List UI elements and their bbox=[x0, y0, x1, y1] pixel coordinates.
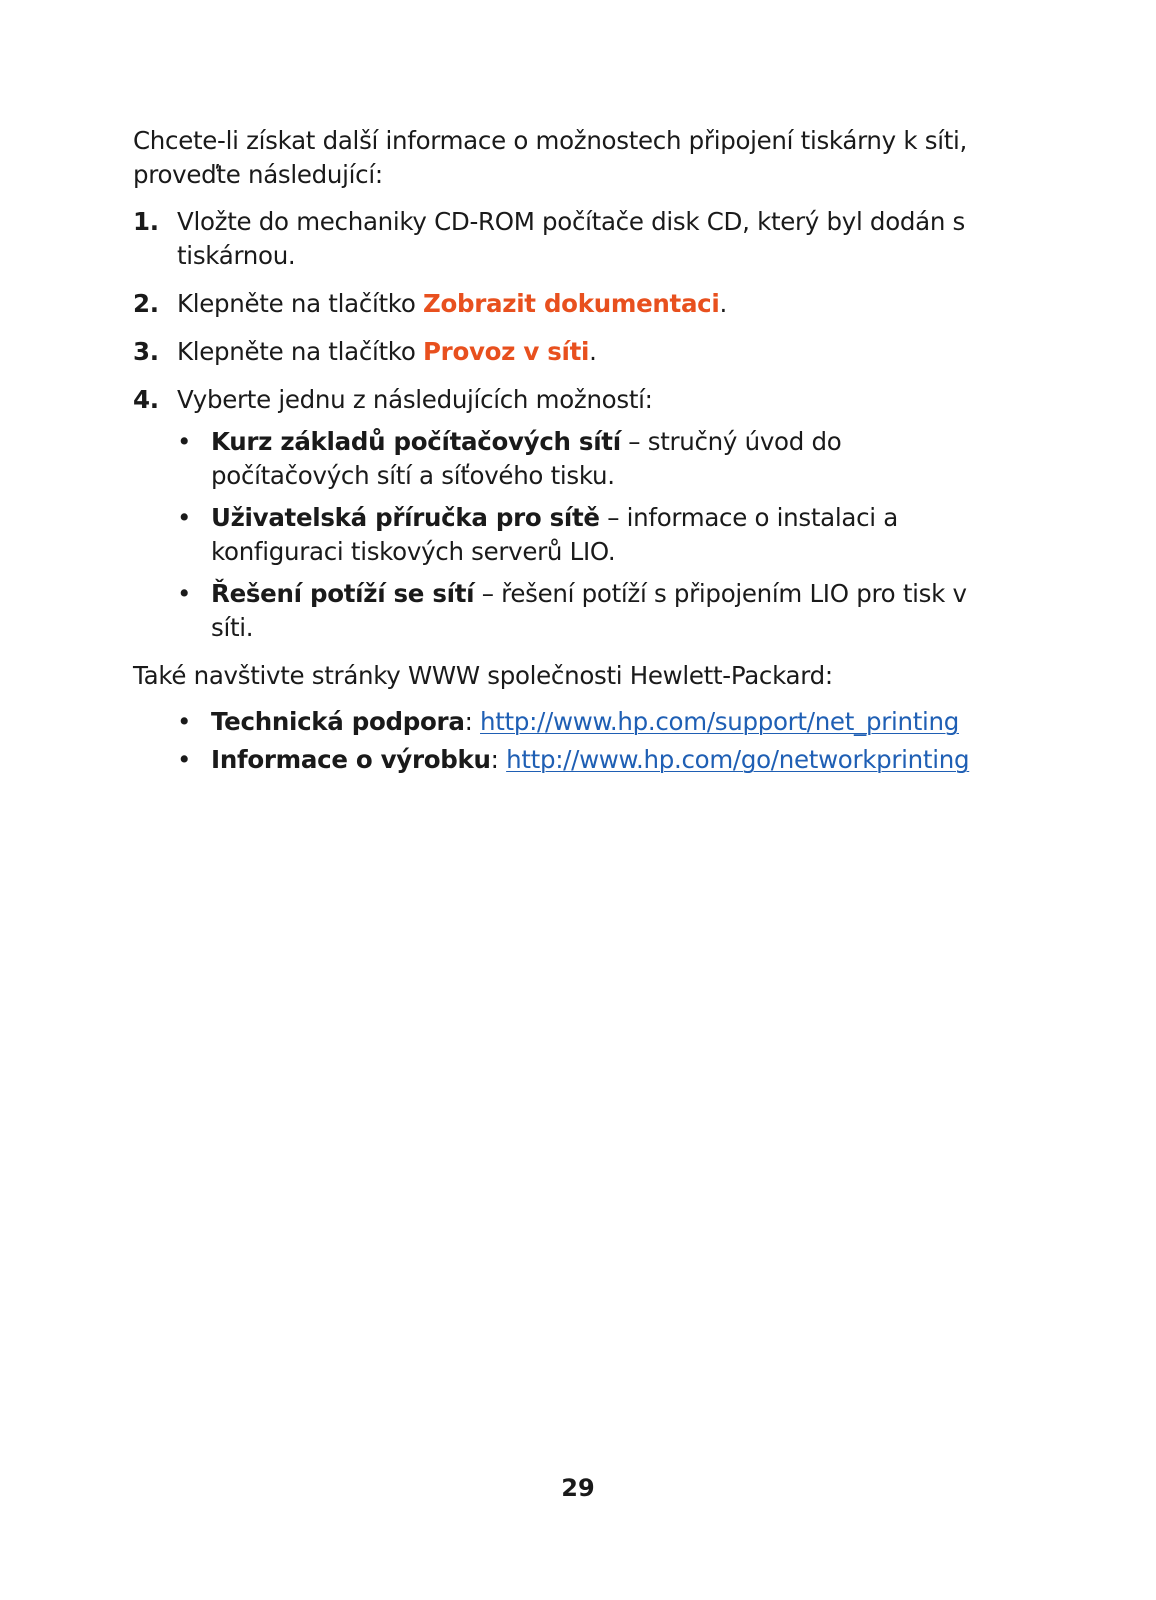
options-list bbox=[133, 425, 993, 645]
bullet-icon: • bbox=[177, 745, 192, 774]
step-number: 2. bbox=[133, 289, 159, 318]
link-item-support bbox=[133, 705, 993, 739]
option-description: – stručný úvod do počítačových sítí a síťového tisku. bbox=[211, 427, 842, 490]
step-text-end: . bbox=[719, 289, 728, 318]
bullet-icon: • bbox=[177, 579, 192, 608]
step-4 bbox=[133, 383, 993, 417]
step-text: Vyberte jednu z následujících možností: bbox=[177, 385, 653, 414]
product-url-link[interactable]: http://www.hp.com/go/networkprinting bbox=[506, 745, 970, 774]
step-3 bbox=[133, 335, 993, 369]
page-number: 29 bbox=[561, 1474, 595, 1502]
option-description: – informace o instalaci a konfiguraci tiskových serverů LIO. bbox=[211, 503, 898, 566]
link-title: Technická podpora bbox=[211, 707, 465, 736]
option-item bbox=[133, 501, 993, 569]
step-number: 1. bbox=[133, 207, 159, 236]
step-text-end: . bbox=[589, 337, 597, 366]
step-1 bbox=[133, 205, 993, 273]
step-text: Klepněte na tlačítko bbox=[177, 337, 423, 366]
button-name-highlight: Provoz v síti bbox=[423, 337, 590, 366]
support-url-link[interactable]: http://www.hp.com/support/net_printing bbox=[480, 707, 959, 736]
step-number: 3. bbox=[133, 337, 159, 366]
option-item bbox=[133, 577, 993, 645]
link-separator: : bbox=[490, 745, 507, 774]
also-visit-paragraph: Také navštivte stránky WWW společnosti Hewlett-Packard: bbox=[133, 661, 833, 690]
option-title: Uživatelská příručka pro sítě bbox=[211, 503, 600, 532]
page-content bbox=[133, 124, 993, 781]
button-name-highlight: Zobrazit dokumentaci bbox=[423, 289, 720, 318]
link-separator: : bbox=[464, 707, 481, 736]
step-2 bbox=[133, 287, 993, 321]
bullet-icon: • bbox=[177, 427, 192, 456]
link-title: Informace o výrobku bbox=[211, 745, 491, 774]
option-description: – řešení potíží s připojením LIO pro tisk v síti. bbox=[211, 579, 967, 642]
option-item bbox=[133, 425, 993, 493]
option-title: Řešení potíží se sítí bbox=[211, 579, 475, 608]
intro-paragraph: Chcete-li získat další informace o možnostech připojení tiskárny k síti, proveďte následující: bbox=[133, 126, 967, 189]
step-text: Klepněte na tlačítko bbox=[177, 289, 423, 318]
option-title: Kurz základů počítačových sítí bbox=[211, 427, 621, 456]
link-item-product bbox=[133, 743, 993, 777]
step-text: Vložte do mechaniky CD-ROM počítače disk CD, který byl dodán s tiskárnou. bbox=[177, 207, 966, 270]
links-list bbox=[133, 705, 993, 777]
step-number: 4. bbox=[133, 385, 159, 414]
bullet-icon: • bbox=[177, 707, 192, 736]
bullet-icon: • bbox=[177, 503, 192, 532]
